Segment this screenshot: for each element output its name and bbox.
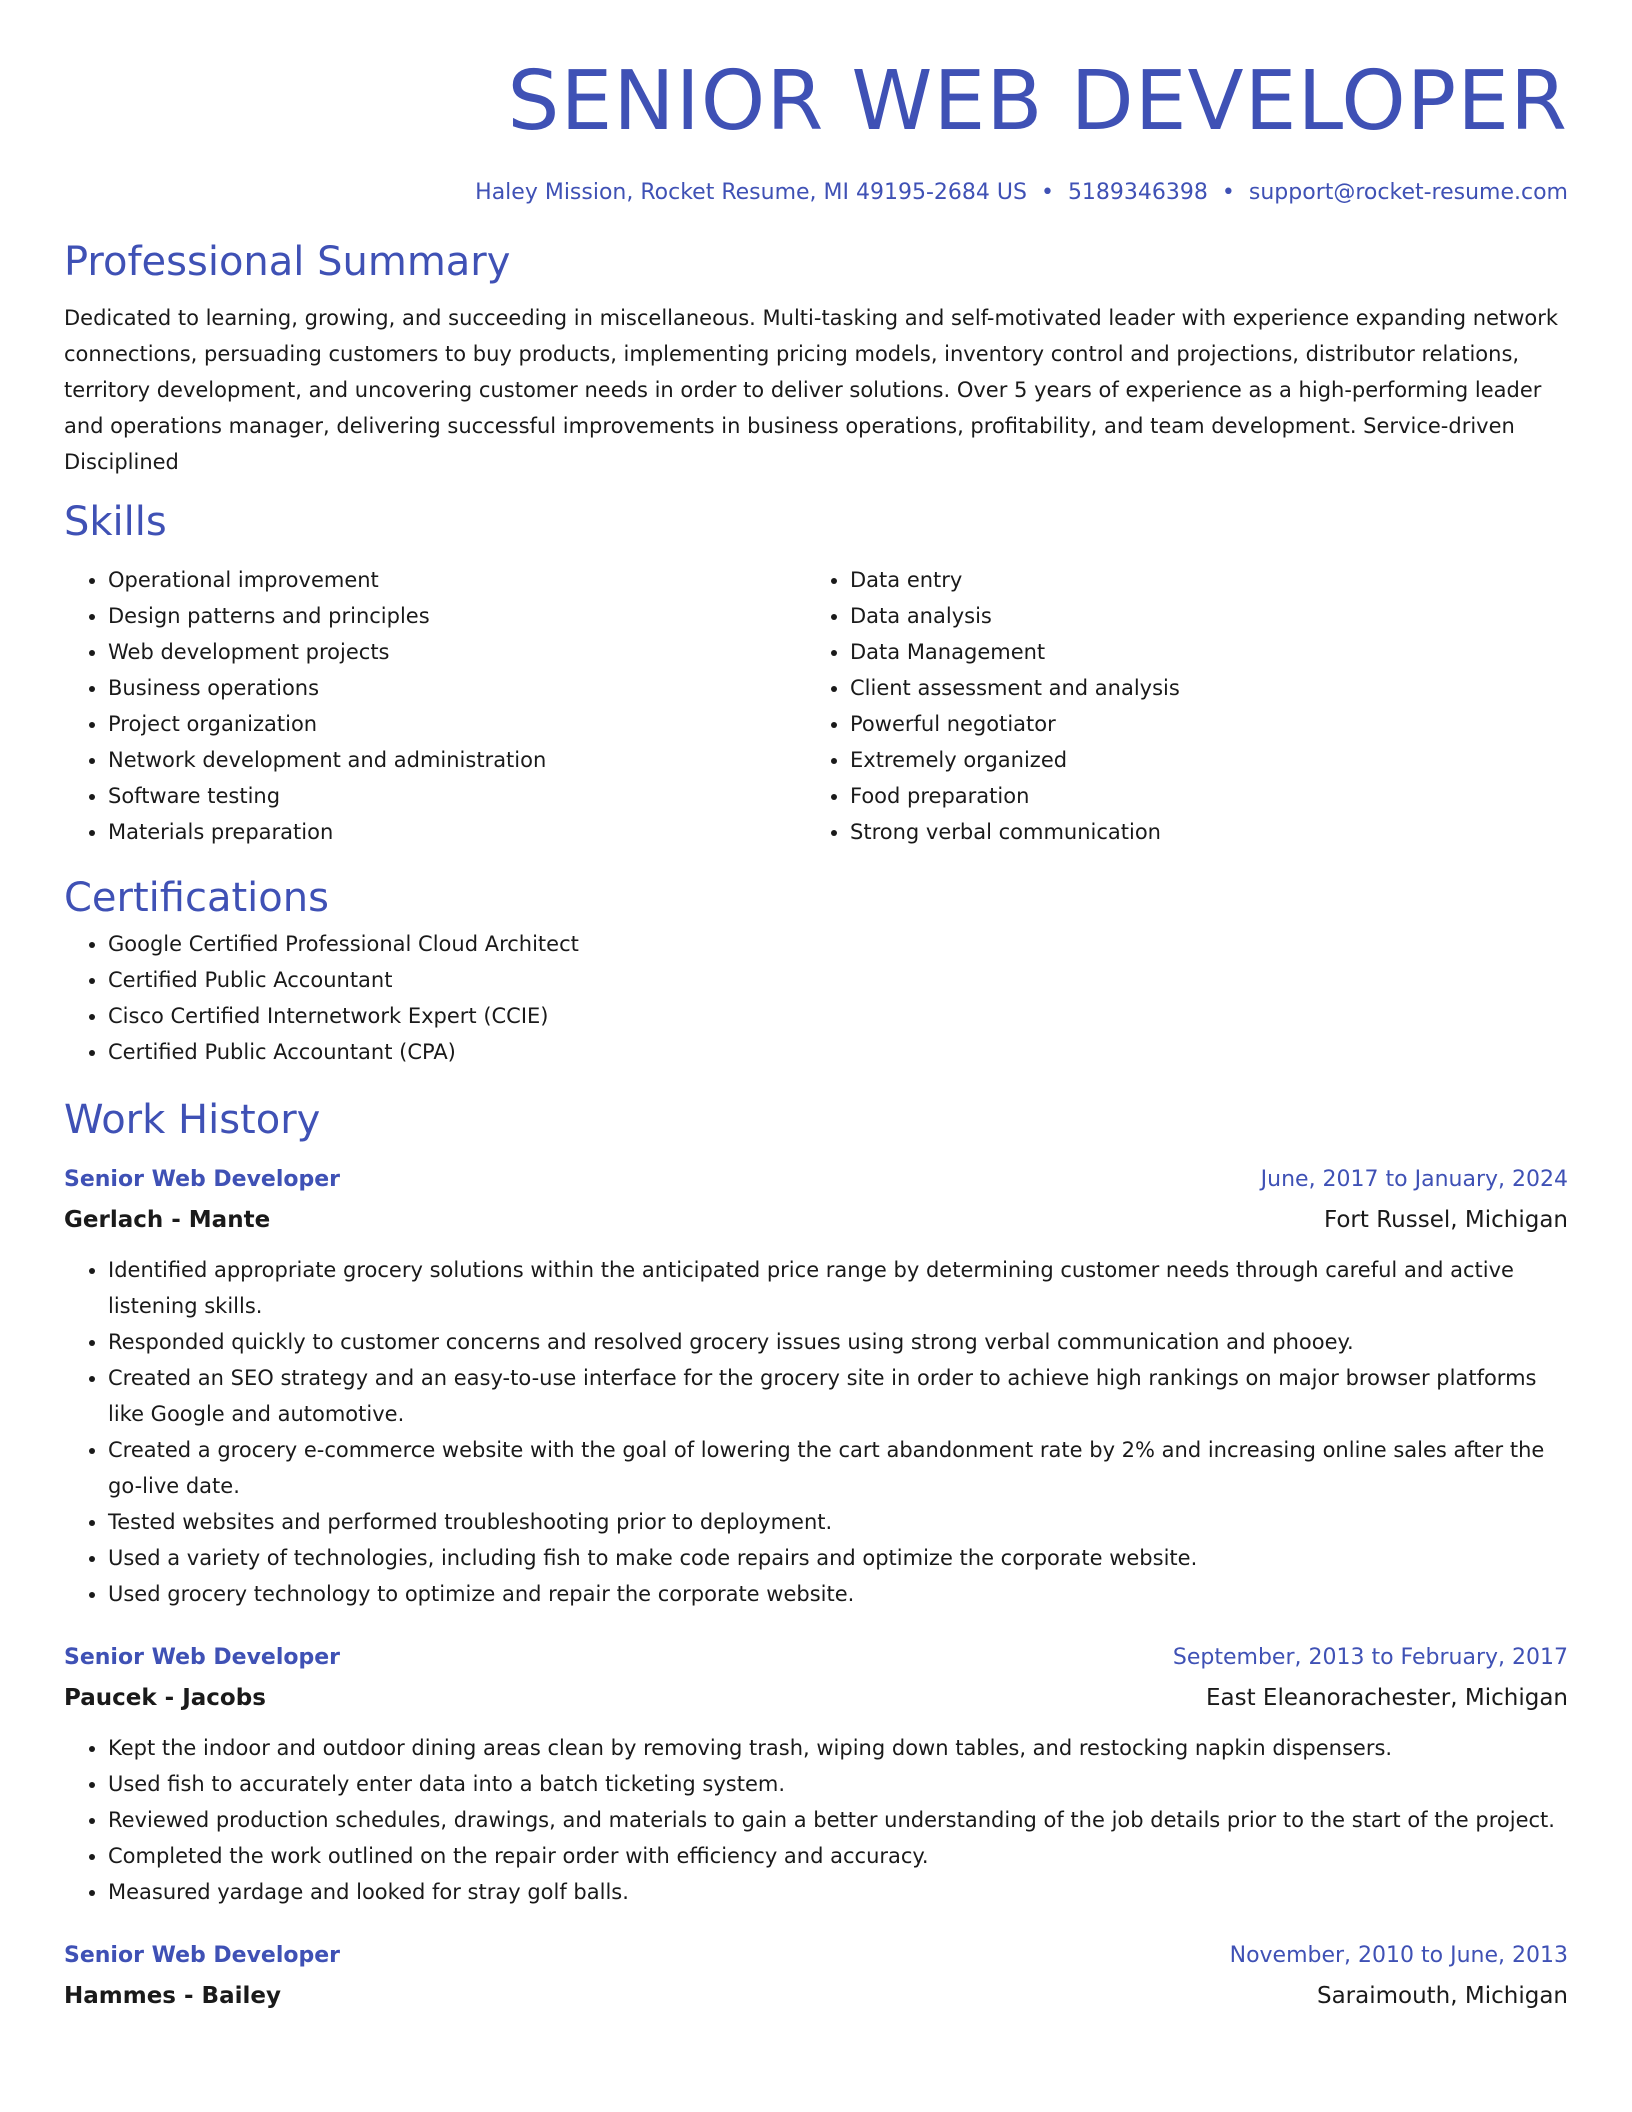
job-company-row — [64, 1200, 1568, 1240]
job-company: Gerlach - Mante — [64, 1207, 271, 1233]
job-company-row — [64, 1976, 1568, 2016]
job-dates: June, 2017 to January, 2024 — [1260, 1167, 1568, 1192]
contact-address: Haley Mission, Rocket Resume, MI 49195-2684 US — [475, 180, 1027, 205]
job-title-row — [64, 1160, 1568, 1200]
skills-column-left — [64, 562, 806, 850]
job-entry — [64, 1936, 1568, 2016]
skill-item: • Software testing — [108, 778, 806, 814]
job-company: Paucek - Jacobs — [64, 1685, 266, 1711]
certification-item: • Google Certified Professional Cloud Architect — [108, 926, 1568, 962]
job-bullets — [64, 1252, 1568, 1612]
job-dates: September, 2013 to February, 2017 — [1172, 1645, 1568, 1670]
contact-separator: • — [1040, 180, 1054, 205]
resume-header — [64, 52, 1568, 208]
skill-item: • Strong verbal communication — [850, 814, 1548, 850]
page-title: SENIOR WEB DEVELOPER — [507, 54, 1568, 149]
skill-item: • Extremely organized — [850, 742, 1548, 778]
skill-item: • Data entry — [850, 562, 1548, 598]
skills-heading: Skills — [64, 499, 167, 545]
job-dates: November, 2010 to June, 2013 — [1229, 1943, 1568, 1968]
job-role: Senior Web Developer — [64, 1167, 341, 1192]
job-location: Fort Russel, Michigan — [1323, 1207, 1568, 1233]
certification-item: • Certified Public Accountant (CPA) — [108, 1034, 1568, 1070]
skills-column-right — [806, 562, 1548, 850]
job-bullet: • Responded quickly to customer concerns and resolved grocery issues using strong verbal communication and phooey. — [108, 1324, 1568, 1360]
skill-item: • Data analysis — [850, 598, 1548, 634]
job-location: Saraimouth, Michigan — [1316, 1983, 1568, 2009]
job-entry — [64, 1160, 1568, 1612]
skill-item: • Data Management — [850, 634, 1548, 670]
skill-item: • Project organization — [108, 706, 806, 742]
job-role: Senior Web Developer — [64, 1943, 341, 1968]
job-company: Hammes - Bailey — [64, 1983, 281, 2009]
skill-item: • Web development projects — [108, 634, 806, 670]
job-entry — [64, 1638, 1568, 1910]
contact-line — [64, 178, 1568, 208]
contact-phone: 5189346398 — [1067, 180, 1208, 205]
job-bullet: • Kept the indoor and outdoor dining areas clean by removing trash, wiping down tables, and restocking napkin dispensers. — [108, 1730, 1568, 1766]
job-bullet: • Created an SEO strategy and an easy-to-use interface for the grocery site in order to achieve high rankings on major browser platforms like Google and automotive. — [108, 1360, 1568, 1432]
job-bullet: • Used a variety of technologies, including fish to make code repairs and optimize the corporate website. — [108, 1540, 1568, 1576]
job-company-row — [64, 1678, 1568, 1718]
certification-item: • Certified Public Accountant — [108, 962, 1568, 998]
skills-right-list — [806, 562, 1548, 850]
job-bullet: • Created a grocery e-commerce website with the goal of lowering the cart abandonment rate by 2% and increasing online sales after the go-live date. — [108, 1432, 1568, 1504]
job-bullet: • Used grocery technology to optimize and repair the corporate website. — [108, 1576, 1568, 1612]
certifications-list — [64, 926, 1568, 1070]
skill-item: • Operational improvement — [108, 562, 806, 598]
contact-separator: • — [1221, 180, 1235, 205]
work-history-heading: Work History — [64, 1097, 321, 1143]
job-bullets — [64, 1730, 1568, 1910]
skill-item: • Powerful negotiator — [850, 706, 1548, 742]
skill-item: • Materials preparation — [108, 814, 806, 850]
job-bullet: • Completed the work outlined on the repair order with efficiency and accuracy. — [108, 1838, 1568, 1874]
job-title-row — [64, 1936, 1568, 1976]
skill-item: • Food preparation — [850, 778, 1548, 814]
job-bullet: • Identified appropriate grocery solutions within the anticipated price range by determining customer needs through careful and active listening skills. — [108, 1252, 1568, 1324]
job-location: East Eleanorachester, Michigan — [1205, 1685, 1568, 1711]
job-title-row — [64, 1638, 1568, 1678]
contact-email[interactable]: support@rocket-resume.com — [1248, 180, 1568, 205]
job-bullet: • Used fish to accurately enter data into a batch ticketing system. — [108, 1766, 1568, 1802]
work-history-list — [64, 1160, 1568, 2016]
job-role: Senior Web Developer — [64, 1645, 341, 1670]
skill-item: • Business operations — [108, 670, 806, 706]
job-bullet: • Tested websites and performed troubleshooting prior to deployment. — [108, 1504, 1568, 1540]
skill-item: • Client assessment and analysis — [850, 670, 1548, 706]
summary-heading: Professional Summary — [64, 239, 511, 285]
certification-item: • Cisco Certified Internetwork Expert (CCIE) — [108, 998, 1568, 1034]
job-bullet: • Reviewed production schedules, drawings, and materials to gain a better understanding of the job details prior to the start of the project. — [108, 1802, 1568, 1838]
skill-item: • Design patterns and principles — [108, 598, 806, 634]
certifications-heading: Certifications — [64, 875, 329, 921]
skill-item: • Network development and administration — [108, 742, 806, 778]
skills-list — [64, 562, 1568, 850]
summary-text: Dedicated to learning, growing, and succeeding in miscellaneous. Multi-tasking and self-motivated leader with experience expanding network connections, persuading customers to buy products, implementing pricing models, inventory control and projections, distributor relations, territory development, and uncovering customer needs in order to deliver solutions. Over 5 years of experience as a high-performing leader and operations manager, delivering successful improvements in business operations, profitability, and team development. Service-driven Disciplined — [64, 306, 1559, 474]
job-bullet: • Measured yardage and looked for stray golf balls. — [108, 1874, 1568, 1910]
skills-left-list — [64, 562, 806, 850]
